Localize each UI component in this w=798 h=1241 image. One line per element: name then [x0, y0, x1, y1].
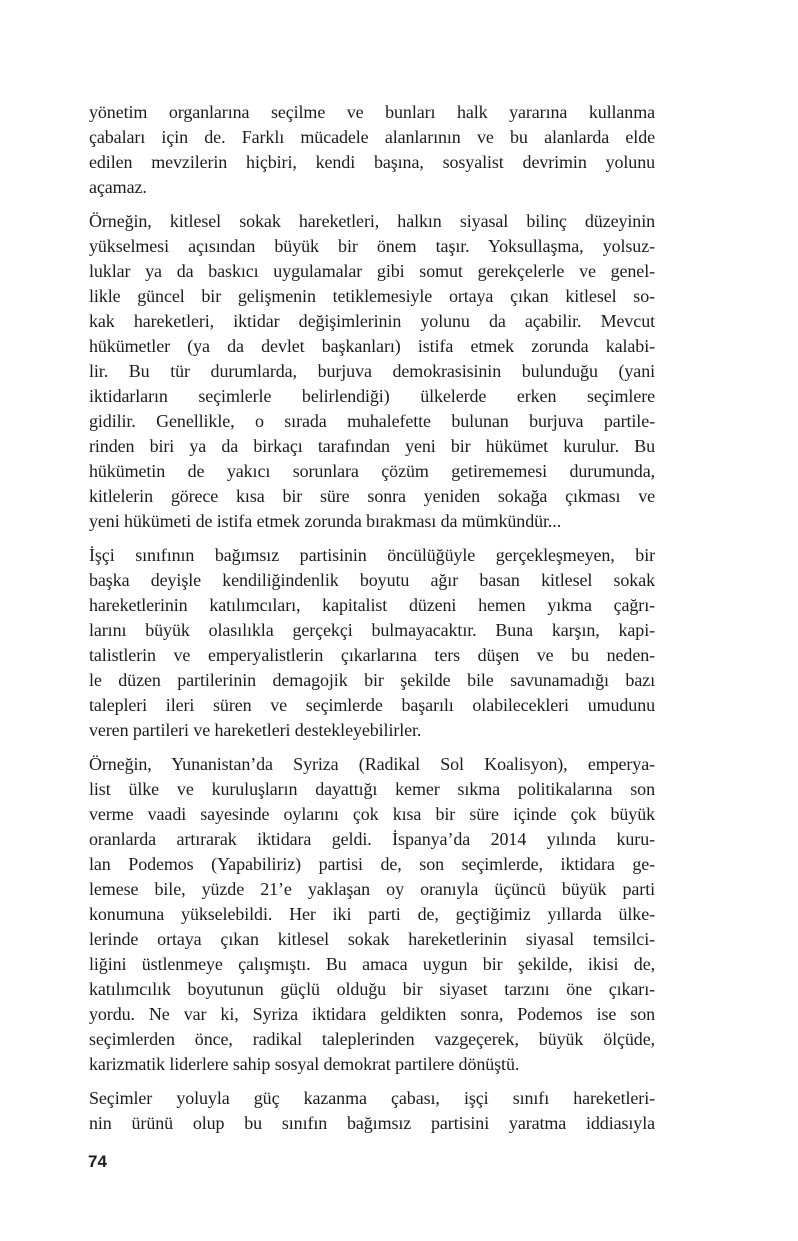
paragraph	[89, 752, 655, 1077]
text-line: karizmatik liderlere sahip sosyal demokrat partilere dönüştü.	[89, 1054, 520, 1074]
text-line: yönetim organlarına seçilme ve bunları halk yararına kullanma	[89, 102, 655, 122]
text-line: yordu. Ne var ki, Syriza iktidara geldikten sonra, Podemos ise son	[89, 1004, 655, 1024]
text-line: hareketlerinin katılımcıları, kapitalist düzeni hemen yıkma çağrı-	[89, 595, 655, 615]
text-line: çabaları için de. Farklı mücadele alanlarının ve bu alanlarda elde	[89, 127, 655, 147]
text-line: oranlarda artırarak iktidara geldi. İspanya’da 2014 yılında kuru-	[89, 829, 655, 849]
text-line: gidilir. Genellikle, o sırada muhalefette bulunan burjuva partile-	[89, 411, 655, 431]
text-line: iktidarların seçimlerle belirlendiği) ülkelerde erken seçimlere	[89, 386, 655, 406]
text-line: list ülke ve kuruluşların dayattığı kemer sıkma politikalarına son	[89, 779, 655, 799]
paragraph	[89, 209, 655, 534]
text-line: lir. Bu tür durumlarda, burjuva demokrasisinin bulunduğu (yani	[89, 361, 655, 381]
text-line: katılımcılık boyutunun güçlü olduğu bir siyaset tarzını öne çıkarı-	[89, 979, 655, 999]
text-line: luklar ya da baskıcı uygulamalar gibi somut gerekçelerle ve genel-	[89, 261, 655, 281]
text-line: lerinde ortaya çıkan kitlesel sokak hareketlerinin siyasal temsilci-	[89, 929, 655, 949]
text-line: le düzen partilerinin demagojik bir şekilde bile savunamadığı bazı	[89, 670, 655, 690]
paragraph	[89, 543, 655, 743]
text-line: konumuna yükselebildi. Her iki parti de, geçtiğimiz yıllarda ülke-	[89, 904, 655, 924]
text-line: likle güncel bir gelişmenin tetiklemesiyle ortaya çıkan kitlesel so-	[89, 286, 655, 306]
text-line: kitlelerin görece kısa bir süre sonra yeniden sokağa çıkması ve	[89, 486, 655, 506]
text-line: hükümetler (ya da devlet başkanları) istifa etmek zorunda kalabi-	[89, 336, 655, 356]
paragraph	[89, 100, 655, 200]
page-number: 74	[88, 1152, 107, 1171]
text-line: lan Podemos (Yapabiliriz) partisi de, son seçimlerde, iktidara ge-	[89, 854, 655, 874]
text-line: hükümetin de yakıcı sorunlara çözüm getirememesi durumunda,	[89, 461, 655, 481]
text-line: liğini üstlenmeye çalışmıştı. Bu amaca uygun bir şekilde, ikisi de,	[89, 954, 655, 974]
text-line: talistlerin ve emperyalistlerin çıkarlarına ters düşen ve bu neden-	[89, 645, 655, 665]
text-line: lemese bile, yüzde 21’e yaklaşan oy oranıyla üçüncü büyük parti	[89, 879, 655, 899]
text-line: yeni hükümeti de istifa etmek zorunda bırakması da mümkündür...	[89, 511, 562, 531]
text-line: başka deyişle kendiliğindenlik boyutu ağır basan kitlesel sokak	[89, 570, 655, 590]
text-line: yükselmesi açısından büyük bir önem taşır. Yoksullaşma, yolsuz-	[89, 236, 655, 256]
text-line: edilen mevzilerin hiçbiri, kendi başına, sosyalist devrimin yolunu	[89, 152, 655, 172]
text-line: Örneğin, kitlesel sokak hareketleri, halkın siyasal bilinç düzeyinin	[89, 211, 655, 231]
text-line: verme vaadi sayesinde oylarını çok kısa bir süre içinde çok büyük	[89, 804, 655, 824]
text-line: kak hareketleri, iktidar değişimlerinin yolunu da açabilir. Mevcut	[89, 311, 655, 331]
text-line: talepleri ileri süren ve seçimlerde başarılı olabilecekleri umudunu	[89, 695, 655, 715]
text-block	[89, 100, 655, 1145]
text-line: Örneğin, Yunanistan’da Syriza (Radikal Sol Koalisyon), emperya-	[89, 754, 655, 774]
paragraph	[89, 1086, 655, 1136]
text-line: veren partileri ve hareketleri destekleyebilirler.	[89, 720, 422, 740]
text-line: larını büyük olasılıkla gerçekçi bulmayacaktır. Buna karşın, kapi-	[89, 620, 655, 640]
text-line: açamaz.	[89, 177, 147, 197]
text-line: İşçi sınıfının bağımsız partisinin öncülüğüyle gerçekleşmeyen, bir	[89, 545, 655, 565]
text-line: Seçimler yoluyla güç kazanma çabası, işçi sınıfı hareketleri-	[89, 1088, 655, 1108]
text-line: seçimlerden önce, radikal taleplerinden vazgeçerek, büyük ölçüde,	[89, 1029, 655, 1049]
text-line: rinden biri ya da birkaçı tarafından yeni bir hükümet kurulur. Bu	[89, 436, 655, 456]
text-line: nin ürünü olup bu sınıfın bağımsız partisini yaratma iddiasıyla	[89, 1113, 655, 1133]
